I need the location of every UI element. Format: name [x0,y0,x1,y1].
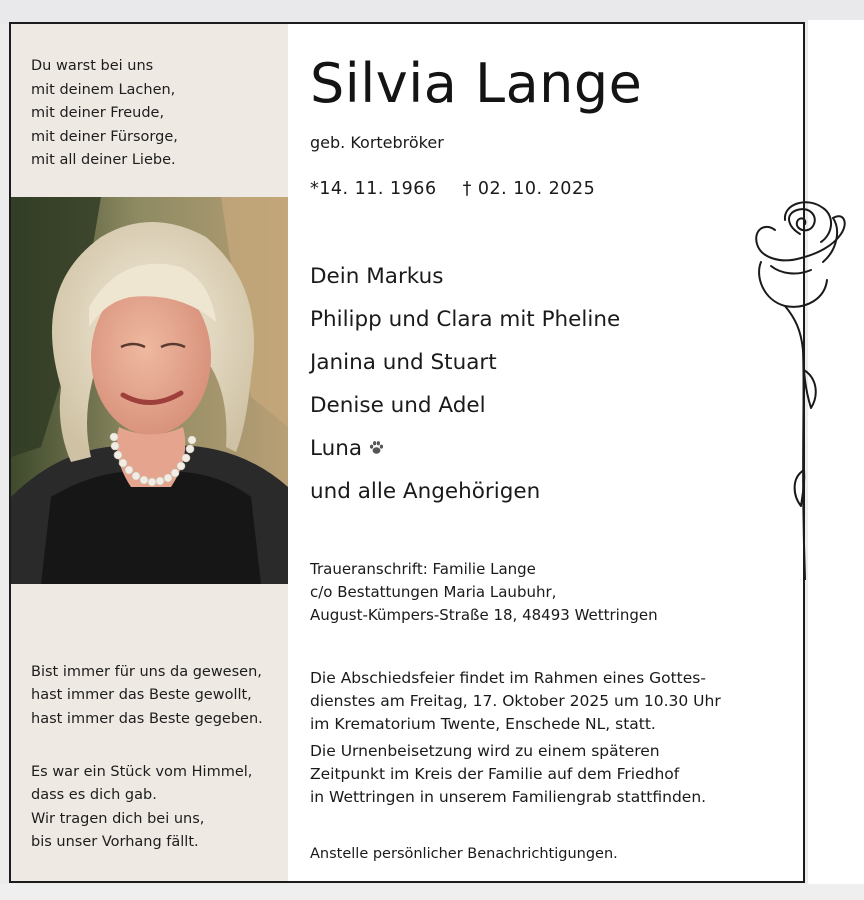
rose-drawing [745,200,857,584]
burial-paragraph: Die Urnenbeisetzung wird zu einem späteren Zeitpunkt im Kreis der Familie auf dem Friedhof in Wettringen in unserem Familiengrab stattfinden. [310,742,707,806]
left-panel [11,24,288,881]
life-dates [310,179,595,199]
mourning-address [310,558,658,627]
poem-bottom [31,637,263,884]
birth-name: geb. Kortebröker [310,133,444,152]
paw-icon [368,428,385,471]
poem-bottom-stanza-2: Es war ein Stück vom Himmel, dass es dich gab. Wir tragen dich bei uns, bis unser Vorhang fällt. [31,763,253,850]
address-line: Traueranschrift: Familie Lange [310,560,536,578]
mourners-list [310,255,620,513]
ceremony-info [310,667,721,813]
ceremony-paragraph: Die Abschiedsfeier findet im Rahmen eines Gottes- dienstes am Freitag, 17. Oktober 2025 um 10.30 Uhr im Krematorium Twente, Enschede NL, statt. [310,669,721,733]
poem-top: Du warst bei uns mit deinem Lachen, mit deiner Freude, mit deiner Fürsorge, mit all deiner Liebe. [31,58,178,168]
deceased-name: Silvia Lange [310,52,643,115]
poem-bottom-stanza-1: Bist immer für uns da gewesen, hast immer das Beste gewollt, hast immer das Beste gegeben. [31,663,263,727]
mourner-line: Janina und Stuart [310,350,497,375]
portrait-image [11,197,288,584]
address-line: August-Kümpers-Straße 18, 48493 Wettringen [310,606,658,624]
notification-note: Anstelle persönlicher Benachrichtigungen. [310,846,618,862]
mourner-line: Denise und Adel [310,393,486,418]
mourner-line: Dein Markus [310,264,444,289]
background-top [0,0,864,24]
mourner-line: und alle Angehörigen [310,479,541,504]
mourner-line: Philipp und Clara mit Pheline [310,307,621,332]
pet-name: Luna [310,436,363,461]
obituary-card [9,22,805,883]
birth-date: *14. 11. 1966 [310,179,437,199]
death-date: † 02. 10. 2025 [462,179,596,199]
mourner-line-pet [310,427,620,470]
portrait-photo [11,197,288,584]
background-bottom-strip [0,884,864,900]
address-line: c/o Bestattungen Maria Laubuhr, [310,583,557,601]
